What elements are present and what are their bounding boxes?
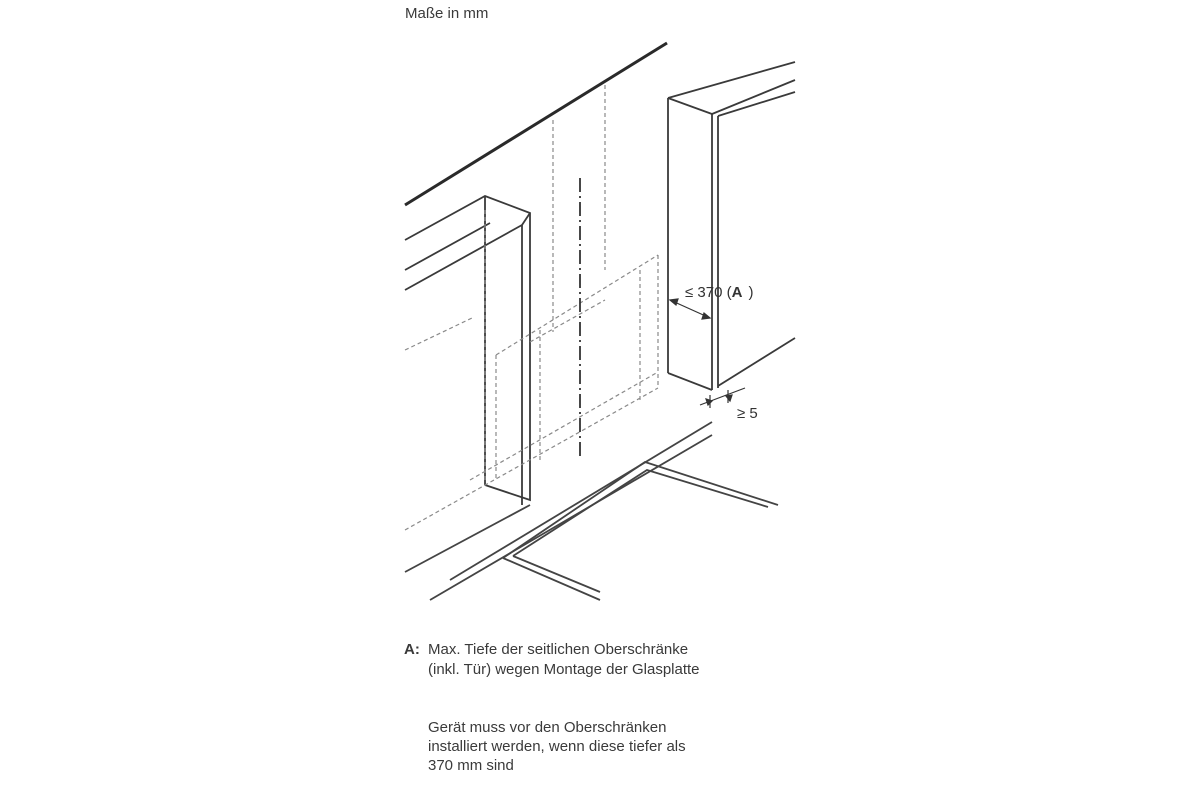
gap-label: ≥ 5 [737,405,758,422]
depth-symbol: ≤ 370 ( [685,284,732,301]
installation-note [428,718,686,775]
units-caption: Maße in mm [405,5,489,22]
legend-line-1: Max. Tiefe der seitlichen Oberschränke [428,641,689,658]
depth-label [685,284,753,301]
depth-key: A [731,284,743,301]
legend-key: A: [404,641,420,658]
depth-dimension [670,299,710,319]
cooktop-outline [405,422,778,600]
note-line-1: Gerät muss vor den Oberschränken [428,719,667,736]
hood-hidden-lines [405,85,658,530]
legend-description [428,640,700,680]
note-line-2: installiert werden, wenn diese tiefer als [428,738,686,755]
ceiling-line [405,43,667,205]
legend [404,640,700,680]
left-wall-cabinet [405,196,530,505]
depth-close: ) [748,284,754,301]
legend-line-2: (inkl. Tür) wegen Montage der Glasplatte [428,661,700,678]
right-wall-cabinet [668,62,795,390]
note-line-3: 370 mm sind [428,757,514,774]
